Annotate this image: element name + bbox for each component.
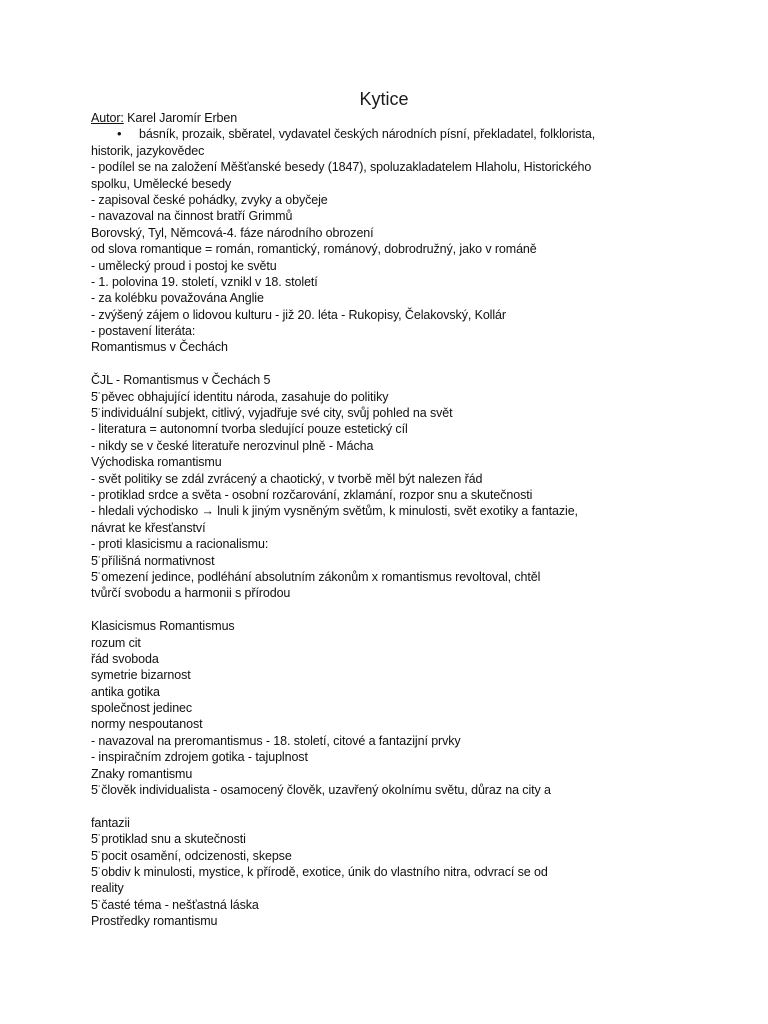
text-line: Borovský, Tyl, Němcová-4. fáze národního obrození [91, 225, 374, 240]
blank-line [91, 798, 631, 814]
text-line: antika gotika [91, 684, 160, 699]
text-line: Východiska romantismu [91, 455, 222, 470]
blank-line [91, 356, 631, 372]
text-line: ČJL - Romantismus v Čechách 5 [91, 373, 271, 388]
blank-line [91, 602, 631, 618]
text-line: 5̈ omezení jedince, podléhání absolutním zákonům x romantismus revoltoval, chtěl [91, 569, 541, 584]
text-line: - za kolébku považována Anglie [91, 291, 264, 306]
document-body [91, 110, 631, 930]
text-line: 5̈ individuální subjekt, citlivý, vyjadřuje své city, svůj pohled na svět [91, 406, 453, 421]
text-line: fantazii [91, 815, 130, 830]
bullet-text: básník, prozaik, sběratel, vydavatel českých národních písní, překladatel, folklorista, [139, 127, 596, 142]
text-line: společnost jedinec [91, 701, 193, 716]
text-line: - nikdy se v české literatuře nerozvinul plně - Mácha [91, 438, 374, 453]
text-line: 5̈ pěvec obhajující identitu národa, zasahuje do politiky [91, 389, 389, 404]
text-line: - zvýšený zájem o lidovou kulturu - již 20. léta - Rukopisy, Čelakovský, Kollár [91, 307, 506, 322]
bullet-item [91, 126, 631, 142]
text-line: řád svoboda [91, 651, 159, 666]
text-line: - navazoval na činnost bratří Grimmů [91, 209, 293, 224]
text-line: normy nespoutanost [91, 717, 203, 732]
text-line: Prostředky romantismu [91, 914, 218, 929]
text-line: - navazoval na preromantismus - 18. století, citové a fantazijní prvky [91, 733, 461, 748]
text-line: 5̈ pocit osamění, odcizenosti, skepse [91, 848, 292, 863]
text-line: - literatura = autonomní tvorba sledující pouze estetický cíl [91, 422, 408, 437]
text-line: Znaky romantismu [91, 766, 193, 781]
text-line: rozum cit [91, 635, 141, 650]
text-line: od slova romantique = román, romantický, románový, dobrodružný, jako v románě [91, 242, 537, 257]
text-line: 5̈ člověk individualista - osamocený člověk, uzavřený okolnímu světu, důraz na city a [91, 783, 551, 798]
text-line: 5̈ přílišná normativnost [91, 553, 215, 568]
text-line: - inspiračním zdrojem gotika - tajuplnost [91, 750, 308, 765]
text-line: 5̈ časté téma - nešťastná láska [91, 897, 259, 912]
author-name: Karel Jaromír Erben [123, 111, 238, 125]
bullet-icon: • [117, 126, 122, 142]
author-line [91, 110, 631, 126]
text-line: 5̈ protiklad snu a skutečnosti [91, 832, 246, 847]
text-line: - podílel se na založení Měšťanské besedy (1847), spoluzakladatelem Hlaholu, Historického [91, 160, 592, 175]
text-line: 5̈ obdiv k minulosti, mystice, k přírodě, exotice, únik do vlastního nitra, odvrací se od [91, 864, 548, 879]
text-line: - proti klasicismu a racionalismu: [91, 537, 269, 552]
text-line: - zapisoval české pohádky, zvyky a obyčeje [91, 192, 328, 207]
text-line: - protiklad srdce a světa - osobní rozčarování, zklamání, rozpor snu a skutečnosti [91, 487, 533, 502]
text-line: historik, jazykovědec [91, 143, 205, 158]
text-line: - postavení literáta: [91, 324, 196, 339]
text-line: - 1. polovina 19. století, vznikl v 18. století [91, 274, 318, 289]
text-line: symetrie bizarnost [91, 668, 191, 683]
document-title: Kytice [359, 89, 409, 109]
text-line: tvůrčí svobodu a harmonii s přírodou [91, 586, 291, 601]
author-label: Autor: [91, 111, 124, 125]
text-line: - hledali východisko → lnuli k jiným vysněným světům, k minulosti, svět exotiky a fantazie, [91, 504, 578, 519]
text-line: spolku, Umělecké besedy [91, 176, 232, 191]
text-line: Romantismus v Čechách [91, 340, 228, 355]
text-line: - umělecký proud i postoj ke světu [91, 258, 277, 273]
text-line: návrat ke křesťanství [91, 520, 206, 535]
text-line: - svět politiky se zdál zvrácený a chaotický, v tvorbě měl být nalezen řád [91, 471, 483, 486]
text-line: reality [91, 881, 124, 896]
text-lines [91, 143, 631, 930]
text-line: Klasicismus Romantismus [91, 619, 235, 634]
